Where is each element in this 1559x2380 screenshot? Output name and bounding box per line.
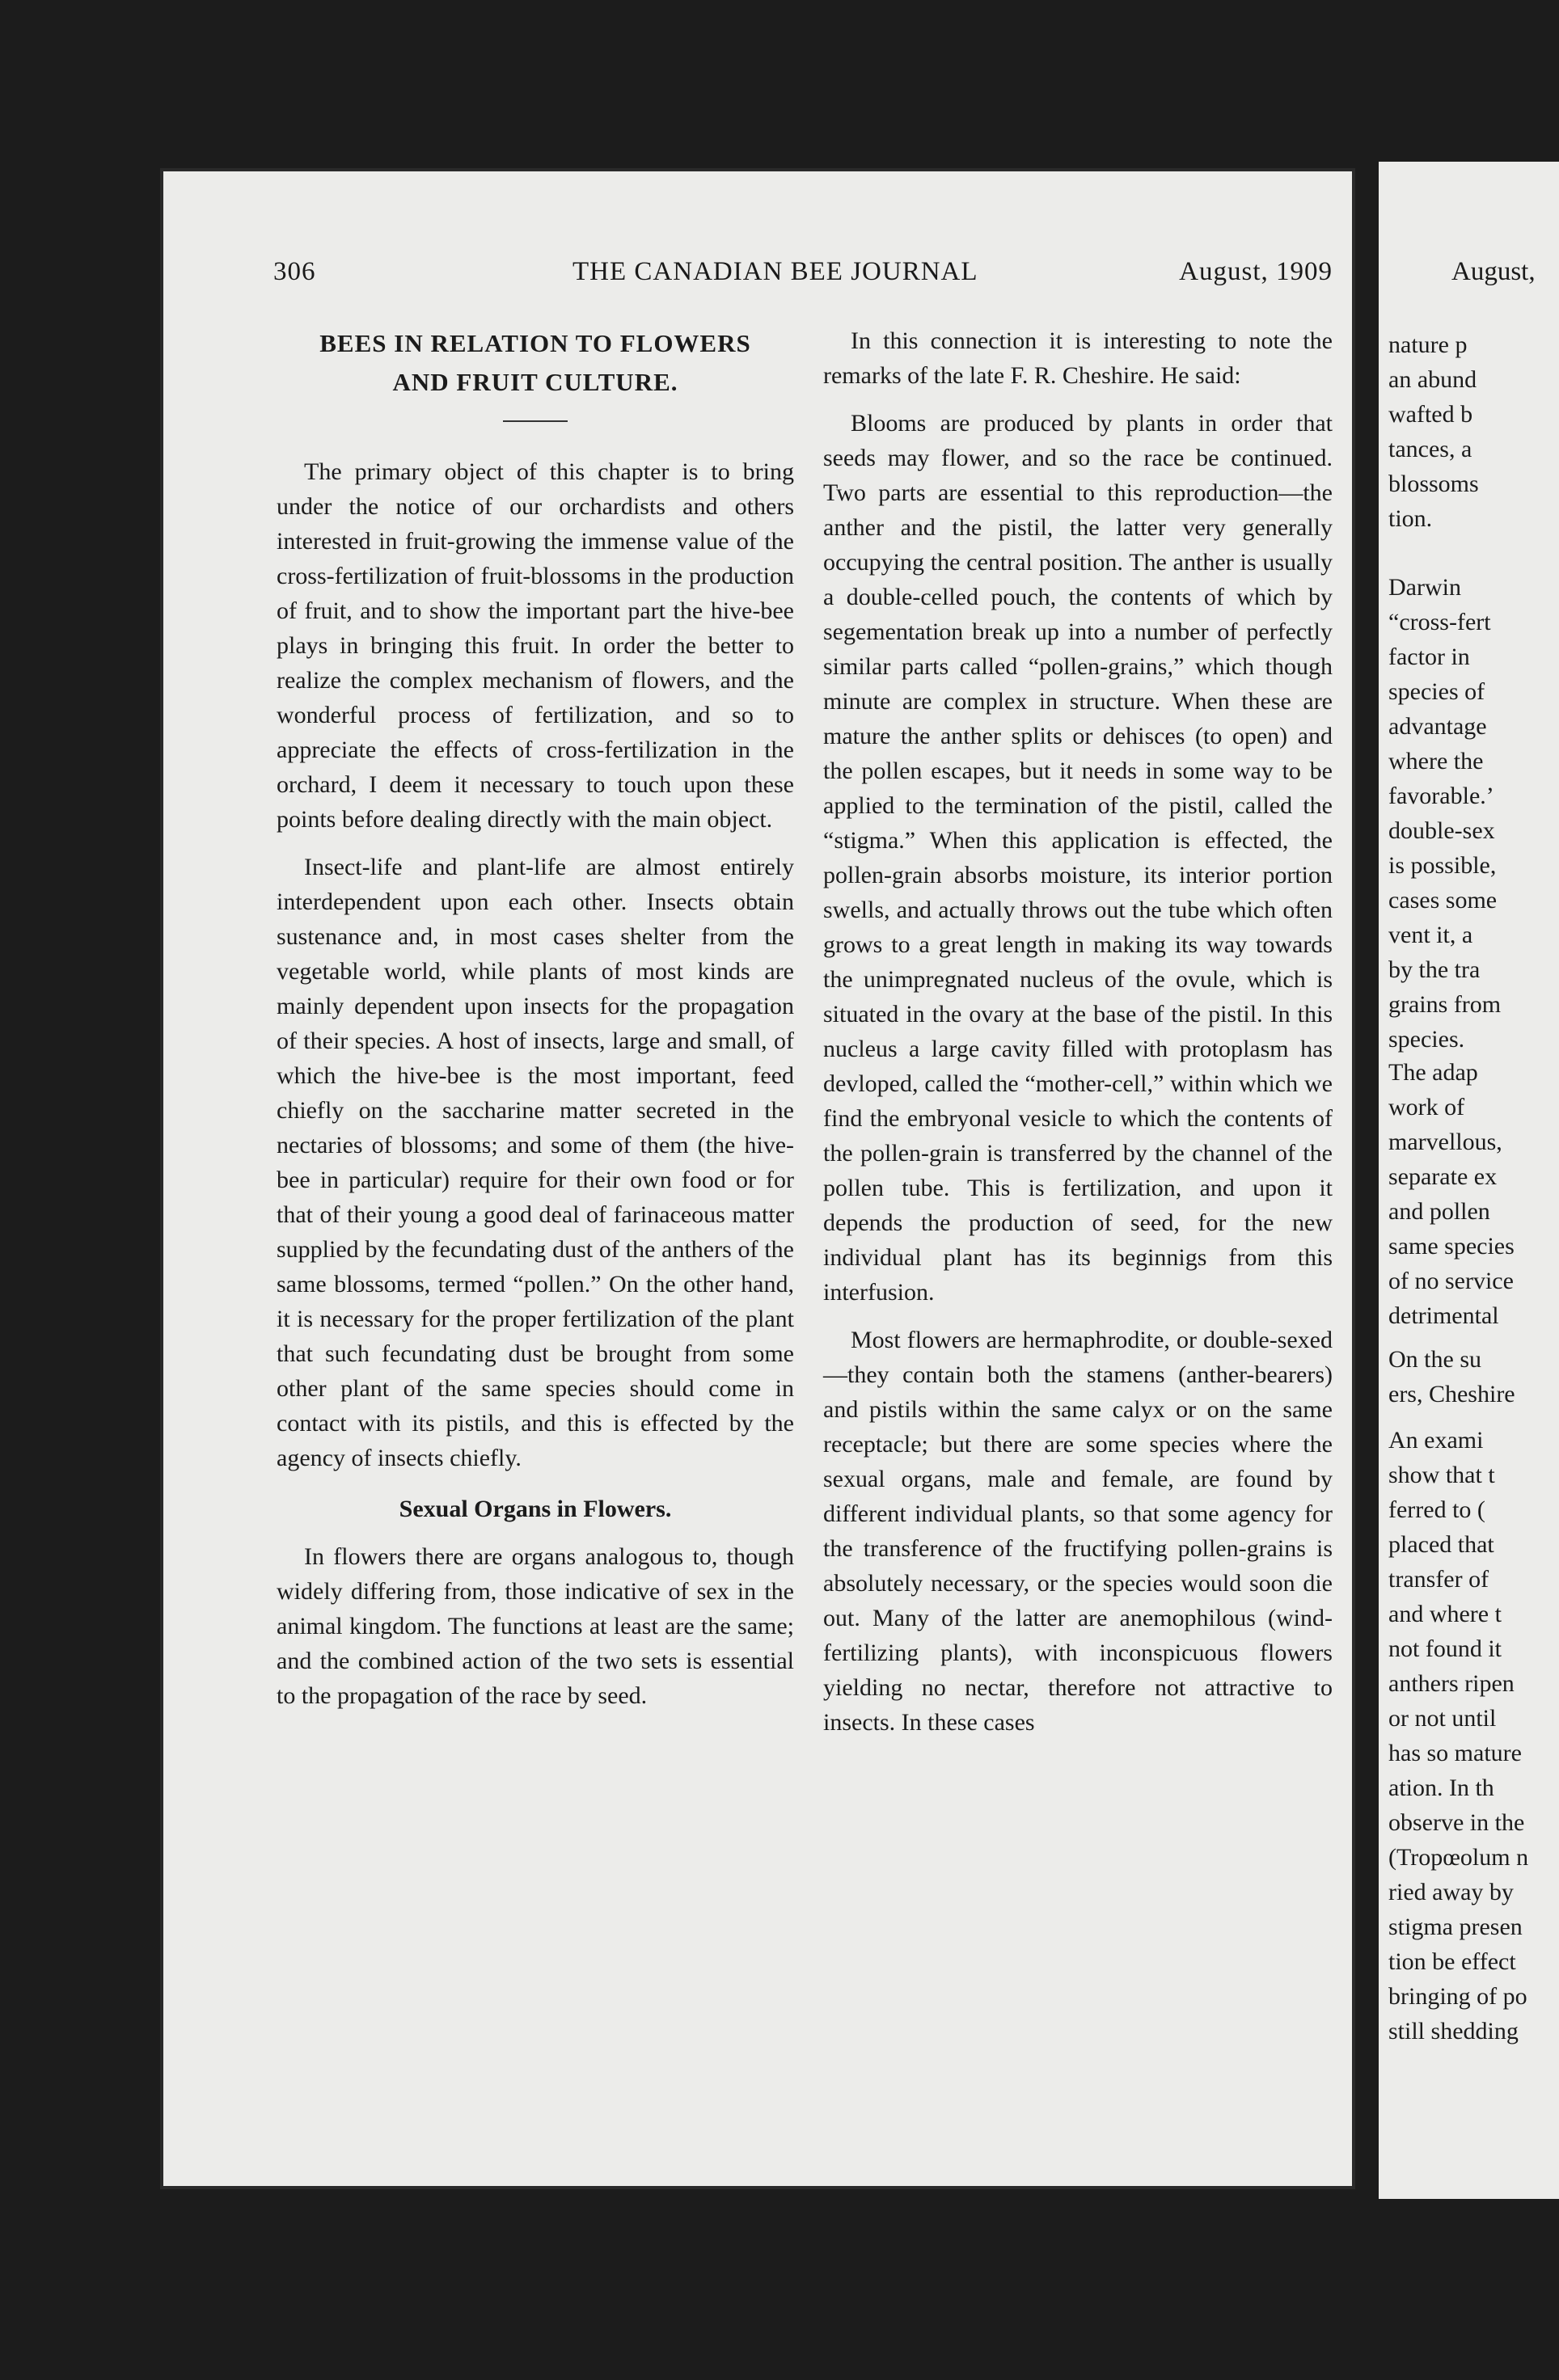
facing-line: On the su [1388, 1346, 1481, 1373]
facing-line: vent it, a [1388, 922, 1473, 948]
facing-line: tances, a [1388, 436, 1472, 462]
column-right [823, 323, 1333, 1753]
paragraph-4: In this connection it is interesting to note the remarks of the late F. R. Cheshire. He said: [823, 327, 1333, 389]
facing-line: nature p [1388, 331, 1468, 358]
facing-line: “cross-fert [1388, 609, 1491, 635]
facing-line: an abund [1388, 366, 1477, 393]
facing-line: has so mature [1388, 1740, 1522, 1766]
facing-line: ried away by [1388, 1879, 1514, 1905]
facing-line: Darwin [1388, 574, 1461, 601]
facing-block-4 [1379, 1342, 1559, 1412]
facing-page-head: August, [1451, 257, 1536, 286]
facing-line: tion. [1388, 505, 1433, 532]
article-title-line-1: BEES IN RELATION TO FLOWERS [319, 329, 751, 357]
facing-line: observe in the [1388, 1809, 1525, 1836]
page-number: 306 [273, 257, 316, 286]
column-left [277, 323, 794, 1726]
facing-line: cases some [1388, 887, 1498, 914]
facing-line: detrimental [1388, 1302, 1499, 1329]
facing-line: ation. In th [1388, 1774, 1494, 1801]
facing-line: still shedding [1388, 2018, 1519, 2045]
facing-line: grains from [1388, 991, 1502, 1018]
facing-line: or not until [1388, 1705, 1497, 1732]
issue-date: August, 1909 [1179, 257, 1333, 286]
facing-line: marvellous, [1388, 1129, 1502, 1155]
facing-line: favorable.’ [1388, 783, 1494, 809]
facing-line: and where t [1388, 1601, 1502, 1627]
facing-line: tion be effect [1388, 1948, 1516, 1975]
facing-line: advantage [1388, 713, 1487, 740]
facing-line: blossoms [1388, 471, 1479, 497]
facing-line: transfer of [1388, 1566, 1489, 1593]
facing-line: work of [1388, 1094, 1465, 1120]
facing-line: ers, Cheshire [1388, 1381, 1515, 1407]
facing-line: ferred to ( [1388, 1496, 1485, 1523]
facing-line: same species [1388, 1233, 1515, 1260]
facing-line: show that t [1388, 1462, 1495, 1488]
journal-title: THE CANADIAN BEE JOURNAL [572, 257, 978, 286]
facing-block-5 [1379, 1423, 1559, 2049]
paragraph-2: Insect-life and plant-life are almost entirely interdependent upon each other. Insects obtain sustenance and, in most cases shelter from the vegetable world, while plants of most kinds are mainly dependent upon insects for the propagation of their species. A host of insects, large and small, of which the hive-bee is the most important, feed chiefly on the saccharine matter secreted in the nectaries of blossoms; and some of them (the hive-bee in particular) require for their own food or for that of their young a good deal of farinaceous matter supplied by the fecundating dust of the anthers of the same blossoms, termed “pollen.” On the other hand, it is necessary for the proper fertilization of the plant that such fecundating dust be brought from some other plant of the same species should come in contact with its pistils, and this is effected by the agency of insects chiefly. [277, 854, 794, 1471]
title-rule [503, 420, 568, 422]
article-title-line-2: AND FRUIT CULTURE. [392, 368, 678, 396]
facing-line: anthers ripen [1388, 1670, 1515, 1697]
facing-line: not found it [1388, 1635, 1502, 1662]
facing-block-1 [1379, 327, 1559, 536]
facing-line: wafted b [1388, 401, 1473, 428]
facing-block-3 [1379, 1055, 1559, 1333]
paragraph-1: The primary object of this chapter is to bring under the notice of our orchardists and others interested in fruit-growing the immense value of the cross-fertilization of fruit-blossoms in the production of fruit, and to show the important part the hive-bee plays in bringing this fruit. In order the better to realize the complex mechanism of flowers, and the wonderful process of fertilization, and so to appreciate the effects of cross-fertilization in the orchard, I deem it necessary to touch upon these points before dealing directly with the main object. [277, 458, 794, 833]
subheading: Sexual Organs in Flowers. [399, 1496, 672, 1522]
facing-line: species of [1388, 678, 1485, 705]
paragraph-6: Most flowers are hermaphrodite, or double-sexed—they contain both the stamens (anther-bearers) and pistils within the same calyx or on the same receptacle; but there are some species where the sexual organs, male and female, are found by different individual plants, so that some agency for the transference of the fructifying pollen-grains is absolutely necessary, or the species would soon die out. Many of the latter are anemophilous (wind-fertilizing plants), with inconspicuous flowers yielding no nectar, therefore not attractive to insects. In these cases [823, 1327, 1333, 1736]
facing-line: separate ex [1388, 1163, 1498, 1190]
facing-line: bringing of po [1388, 1983, 1527, 2010]
facing-line: and pollen [1388, 1198, 1490, 1225]
facing-line: stigma presen [1388, 1914, 1523, 1940]
facing-line: is possible, [1388, 852, 1497, 879]
facing-line: species. [1388, 1026, 1465, 1053]
running-head [273, 257, 1333, 298]
facing-line: where the [1388, 748, 1484, 774]
facing-block-2 [1379, 570, 1559, 1057]
facing-line: (Tropœolum n [1388, 1844, 1529, 1871]
facing-line: double-sex [1388, 817, 1495, 844]
facing-line: The adap [1388, 1059, 1478, 1086]
facing-line: placed that [1388, 1531, 1494, 1558]
facing-line: of no service [1388, 1268, 1514, 1294]
facing-line: by the tra [1388, 956, 1481, 983]
paragraph-3: In flowers there are organs analogous to, though widely differing from, those indicative of sex in the animal kingdom. The functions at least are the same; and the combined action of the two sets is essential to the propagation of the race by seed. [277, 1543, 794, 1709]
facing-line: An exami [1388, 1427, 1484, 1454]
paragraph-5: Blooms are produced by plants in order that seeds may flower, and so the race be continued. Two parts are essential to this reproduction—the anther and the pistil, the latter very generally occupying the central position. The anther is usually a double-celled pouch, the contents of which by segementation break up into a number of perfectly similar parts called “pollen-grains,” which though minute are complex in structure. When these are mature the anther splits or dehisces (to open) and the pollen escapes, but it needs in some way to be applied to the termination of the pistil, called the “stigma.” When this application is effected, the pollen-grain absorbs moisture, its interior portion swells, and actually throws out the tube which often grows to a great length in making its way towards the unimpregnated nucleus of the ovule, which is situated in the ovary at the base of the pistil. In this nucleus a large cavity filled with protoplasm has devloped, called the “mother-cell,” within which we find the embryonal vesicle to which the contents of the pollen-grain is transferred by the channel of the pollen tube. This is fertilization, and upon it depends the production of seed, for the new individual plant has its beginnigs from this interfusion. [823, 410, 1333, 1306]
facing-line: factor in [1388, 644, 1470, 670]
